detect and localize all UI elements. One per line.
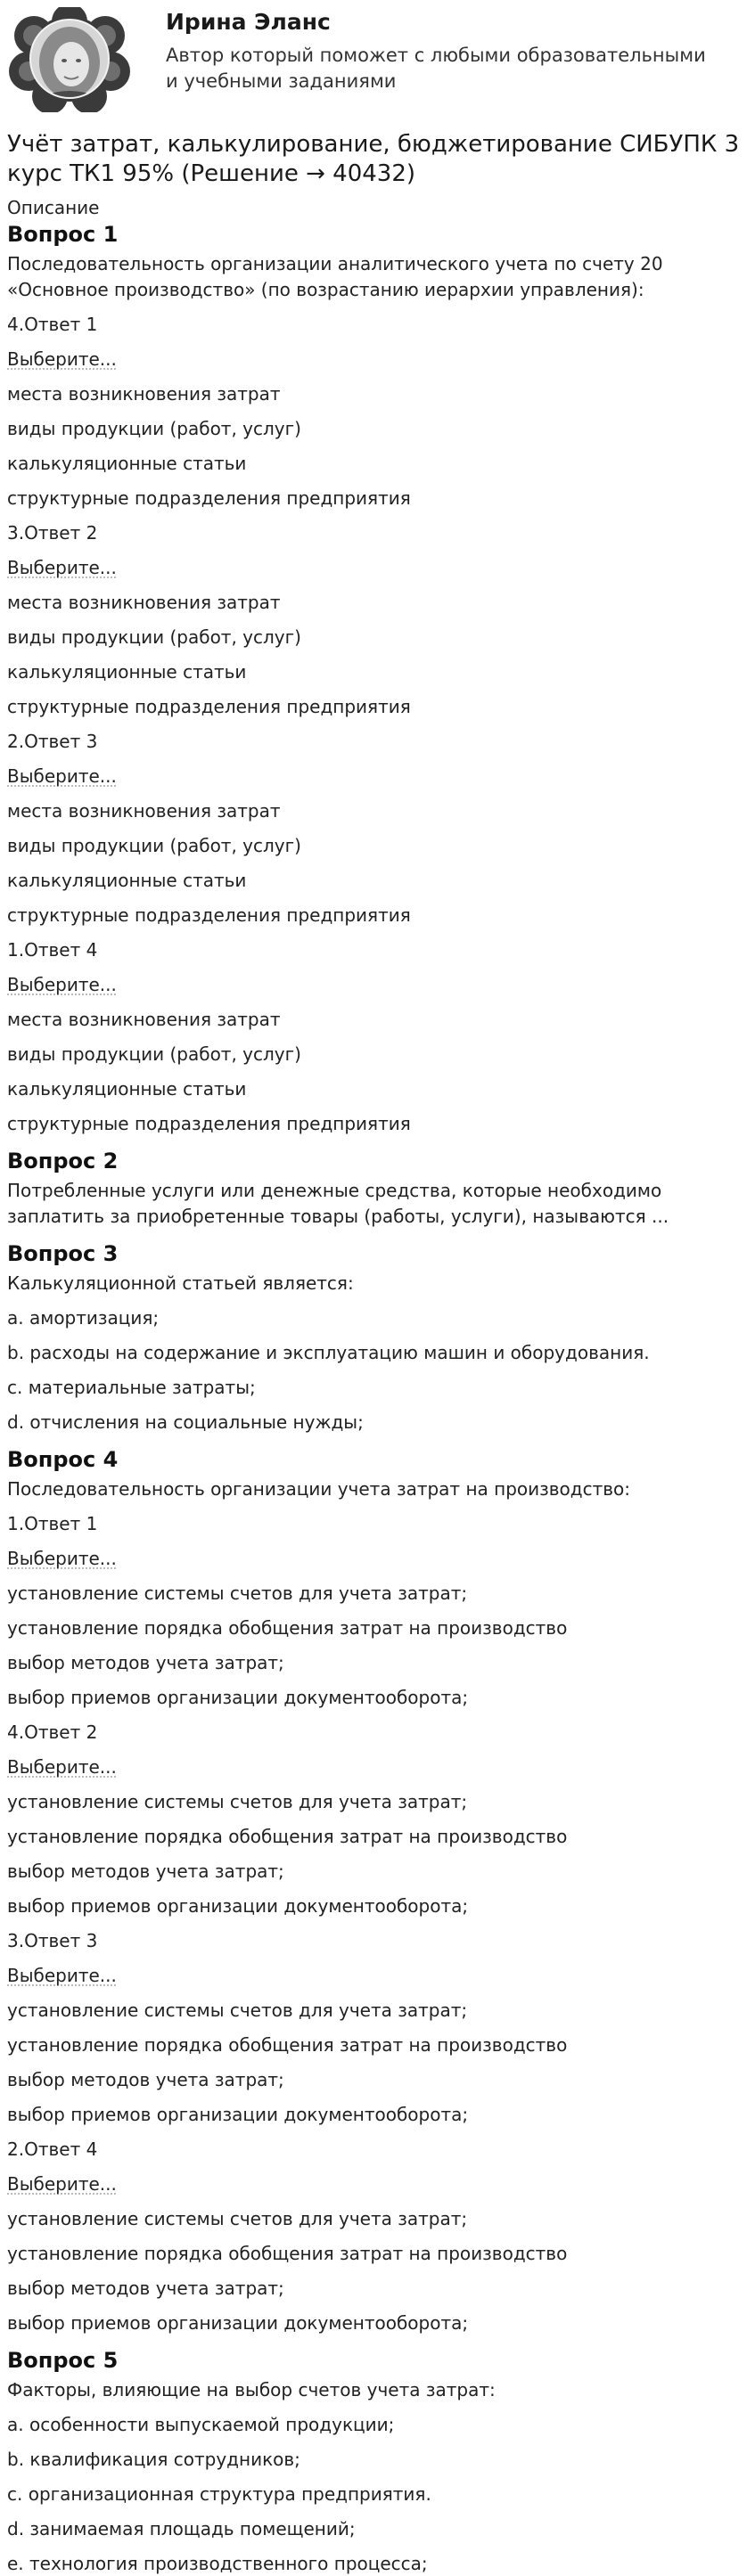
answer-line: установление системы счетов для учета затрат; [7, 1999, 468, 2021]
answer-select-placeholder[interactable]: Выберите... [7, 1756, 117, 1778]
question-block [7, 1146, 748, 1230]
answer-line: установление порядка обобщения затрат на производство [7, 2243, 568, 2264]
answer-line: структурные подразделения предприятия [7, 904, 411, 926]
answer-line: 4.Ответ 2 [7, 1721, 98, 1743]
question-heading: Вопрос 4 [7, 1447, 119, 1472]
answer-line: 1.Ответ 1 [7, 1513, 98, 1534]
answer-line: установление системы счетов для учета затрат; [7, 1791, 468, 1812]
question-text: Последовательность организации учета затрат на производство: [7, 1478, 631, 1500]
question-text: Факторы, влияющие на выбор счетов учета затрат: [7, 2379, 496, 2400]
answer-line: 4.Ответ 1 [7, 314, 98, 335]
question-block [7, 2345, 748, 2576]
author-card [0, 0, 755, 112]
answer-line: виды продукции (работ, услуг) [7, 1043, 301, 1065]
answer-select-placeholder[interactable]: Выберите... [7, 1965, 117, 1986]
answer-line: 2.Ответ 3 [7, 731, 98, 752]
answer-line: c. материальные затраты; [7, 1377, 256, 1398]
answer-line: выбор методов учета затрат; [7, 1860, 284, 1882]
description-label: Описание [7, 197, 100, 218]
answer-line: места возникновения затрат [7, 383, 281, 405]
answer-line: виды продукции (работ, услуг) [7, 418, 301, 439]
answer-select-placeholder[interactable]: Выберите... [7, 2173, 117, 2195]
answer-select-placeholder[interactable]: Выберите... [7, 765, 117, 787]
answer-line: виды продукции (работ, услуг) [7, 835, 301, 856]
answer-line: 1.Ответ 4 [7, 939, 98, 961]
answer-line: c. организационная структура предприятия. [7, 2483, 431, 2505]
answer-line: 2.Ответ 4 [7, 2138, 98, 2160]
answer-line: калькуляционные статьи [7, 1078, 247, 1100]
page-title: Учёт затрат, калькулирование, бюджетирование СИБУПК 3 курс ТК1 95% (Решение → 40432) [7, 131, 740, 187]
answer-line: выбор приемов организации документооборота; [7, 1895, 469, 1917]
answer-line: d. занимаемая площадь помещений; [7, 2518, 356, 2539]
question-heading: Вопрос 5 [7, 2348, 119, 2373]
answer-line: a. особенности выпускаемой продукции; [7, 2414, 395, 2435]
question-block [7, 1239, 748, 1435]
answer-line: 3.Ответ 2 [7, 522, 98, 544]
answer-select-placeholder[interactable]: Выберите... [7, 348, 117, 370]
answer-line: калькуляционные статьи [7, 661, 247, 683]
answer-line: выбор приемов организации документооборота; [7, 1687, 469, 1708]
question-text: Потребленные услуги или денежные средства, которые необходимо заплатить за приобретенные товары (работы, услуги), называются ... [7, 1180, 669, 1227]
answer-select-placeholder[interactable]: Выберите... [7, 1548, 117, 1569]
question-heading: Вопрос 1 [7, 222, 119, 247]
answer-line: b. расходы на содержание и эксплуатацию машин и оборудования. [7, 1342, 650, 1363]
answer-line: установление порядка обобщения затрат на производство [7, 2034, 568, 2056]
answer-line: места возникновения затрат [7, 1009, 281, 1030]
answer-line: калькуляционные статьи [7, 870, 247, 891]
answer-line: 3.Ответ 3 [7, 1930, 98, 1951]
questions-list [7, 219, 748, 2576]
main-content [0, 130, 755, 2576]
question-heading: Вопрос 2 [7, 1149, 119, 1174]
answer-line: установление порядка обобщения затрат на производство [7, 1826, 568, 1847]
answer-line: калькуляционные статьи [7, 453, 247, 474]
author-avatar[interactable] [7, 7, 132, 112]
author-tagline: Автор который поможет с любыми образовательными и учебными заданиями [166, 45, 706, 92]
answer-select-placeholder[interactable]: Выберите... [7, 557, 117, 578]
answer-line: структурные подразделения предприятия [7, 696, 411, 717]
answer-line: выбор методов учета затрат; [7, 1652, 284, 1673]
answer-select-placeholder[interactable]: Выберите... [7, 974, 117, 995]
answer-line: выбор методов учета затрат; [7, 2278, 284, 2299]
answer-line: a. амортизация; [7, 1307, 160, 1329]
answer-line: виды продукции (работ, услуг) [7, 626, 301, 648]
answer-line: установление системы счетов для учета затрат; [7, 2208, 468, 2229]
answer-line: места возникновения затрат [7, 800, 281, 822]
question-block [7, 1444, 748, 2335]
answer-line: выбор приемов организации документооборота; [7, 2312, 469, 2334]
answer-line: установление системы счетов для учета затрат; [7, 1582, 468, 1604]
answer-line: выбор методов учета затрат; [7, 2069, 284, 2090]
answer-line: структурные подразделения предприятия [7, 487, 411, 509]
author-name[interactable]: Ирина Эланс [166, 9, 331, 35]
question-text: Последовательность организации аналитического учета по счету 20 «Основное производство» (по возрастанию иерархии управления): [7, 253, 663, 300]
answer-line: места возникновения затрат [7, 592, 281, 613]
answer-line: установление порядка обобщения затрат на производство [7, 1617, 568, 1639]
question-text: Калькуляционной статьей является: [7, 1272, 354, 1294]
question-block [7, 219, 748, 1136]
answer-line: d. отчисления на социальные нужды; [7, 1411, 364, 1433]
answer-line: b. квалификация сотрудников; [7, 2449, 300, 2470]
answer-line: e. технология производственного процесса; [7, 2553, 428, 2574]
answer-line: структурные подразделения предприятия [7, 1113, 411, 1134]
answer-line: выбор приемов организации документооборота; [7, 2104, 469, 2125]
question-heading: Вопрос 3 [7, 1241, 119, 1266]
